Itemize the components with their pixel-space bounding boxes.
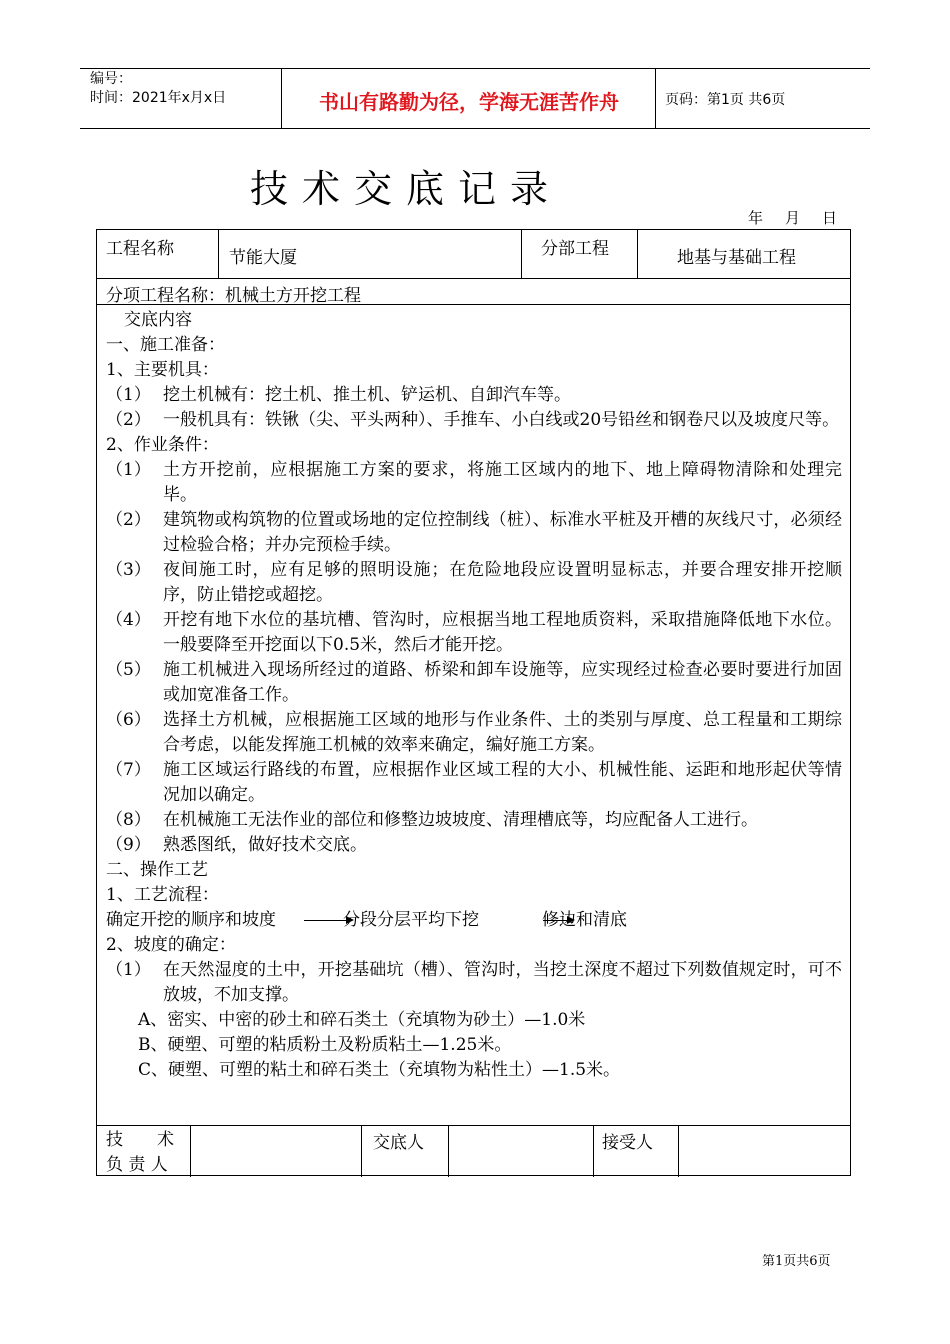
table-col-rule — [593, 1125, 594, 1177]
item-number: （1） — [106, 460, 151, 480]
list-item — [106, 508, 846, 558]
flow-step: 分段分层平均下挖 — [343, 910, 479, 930]
item-text: 在机械施工无法作业的部位和修整边坡坡度、清理槽底等，均应配备人工进行。 — [163, 810, 758, 830]
item-number: （8） — [106, 810, 151, 830]
item-number: （6） — [106, 710, 151, 730]
process-flow — [106, 908, 846, 933]
section-heading: 二、操作工艺 — [106, 860, 208, 880]
subsection-heading: 1、工艺流程： — [106, 885, 219, 905]
table-col-rule — [448, 1125, 449, 1177]
subitem-name: 分项工程名称：机械土方开挖工程 — [106, 286, 361, 306]
list-item — [106, 458, 846, 508]
header-page-number: 页码：第1页 共6页 — [665, 92, 786, 108]
date-year: 年 — [748, 209, 764, 227]
item-text: 挖土机械有：挖土机、推土机、铲运机、自卸汽车等。 — [163, 385, 571, 405]
table-rule — [97, 278, 850, 279]
tech-lead-label-line: 负 责 人 — [106, 1155, 168, 1175]
item-text: 土方开挖前，应根据施工方案的要求，将施工区域内的地下、地上障碍物清除和处理完毕。 — [163, 460, 842, 505]
subsection-heading: 1、主要机具： — [106, 360, 219, 380]
project-name-value: 节能大厦 — [229, 248, 297, 268]
disclosure-table — [96, 229, 851, 1176]
item-number: （1） — [106, 385, 151, 405]
tools-list — [106, 383, 846, 433]
item-number: （2） — [106, 410, 151, 430]
receiver-label: 接受人 — [602, 1133, 653, 1153]
handover-label: 交底人 — [373, 1133, 424, 1153]
item-number: （4） — [106, 610, 151, 630]
header-meta — [90, 70, 226, 108]
item-text: 施工区域运行路线的布置，应根据作业区域工程的大小、机械性能、运距和地形起伏等情况加以确定。 — [163, 760, 842, 805]
list-item — [106, 558, 846, 608]
slope-rule: A、密实、中密的砂土和碎石类土（充填物为砂土）—1.0米 — [138, 1010, 586, 1030]
slope-rule: C、硬塑、可塑的粘土和碎石类土（充填物为粘性土）—1.5米。 — [138, 1060, 621, 1080]
table-col-rule — [521, 230, 522, 278]
list-item — [106, 408, 846, 433]
list-item — [106, 808, 846, 833]
item-number: （9） — [106, 835, 151, 855]
header-top-rule — [80, 68, 870, 69]
list-item — [106, 758, 846, 808]
disclosure-content — [106, 308, 846, 1083]
item-text: 建筑物或构筑物的位置或场地的定位控制线（桩）、标准水平桩及开槽的灰线尺寸，必须经过检验合格；并办完预检手续。 — [163, 510, 842, 555]
flow-step: 确定开挖的顺序和坡度 — [106, 910, 276, 930]
subsection-heading: 2、坡度的确定： — [106, 935, 236, 955]
list-item — [106, 833, 846, 858]
list-item — [106, 608, 846, 658]
date-day: 日 — [822, 209, 838, 227]
item-text: 在天然湿度的土中，开挖基础坑（槽）、管沟时，当挖土深度不超过下列数值规定时，可不放坡，不加支撑。 — [163, 960, 842, 1005]
tech-lead-label — [106, 1128, 174, 1178]
table-rule — [97, 1125, 850, 1126]
tech-lead-label-line: 技 术 — [106, 1130, 174, 1150]
slope-rule: B、硬塑、可塑的粘质粉土及粉质粘土—1.25米。 — [138, 1035, 512, 1055]
subsection-heading: 2、作业条件： — [106, 435, 219, 455]
item-text: 一般机具有：铁锹（尖、平头两种）、手推车、小白线或20号铅丝和钢卷尺以及坡度尺等。 — [163, 410, 840, 430]
item-number: （2） — [106, 510, 151, 530]
document-title: 技术交底记录 — [250, 167, 563, 211]
section-heading: 一、施工准备： — [106, 335, 225, 355]
header-motto: 书山有路勤为径，学海无涯苦作舟 — [319, 90, 619, 114]
item-text: 熟悉图纸，做好技术交底。 — [163, 835, 367, 855]
content-heading: 交底内容 — [124, 310, 192, 330]
list-item — [106, 658, 846, 708]
doc-number-label: 编号： — [90, 71, 132, 87]
division-value: 地基与基础工程 — [677, 248, 796, 268]
doc-time-label: 时间：2021年x月x日 — [90, 90, 227, 106]
item-text: 夜间施工时，应有足够的照明设施；在危险地段应设置明显标志，并要合理安排开挖顺序，防止错挖或超挖。 — [163, 560, 842, 605]
table-col-rule — [678, 1125, 679, 1177]
page-footer: 第1页共6页 — [762, 1254, 831, 1269]
item-text: 选择土方机械，应根据施工区域的地形与作业条件、土的类别与厚度、总工程量和工期综合考虑，以能发挥施工机械的效率来确定，编好施工方案。 — [163, 710, 842, 755]
table-col-rule — [637, 230, 638, 278]
table-col-rule — [218, 230, 219, 278]
item-number: （7） — [106, 760, 151, 780]
conditions-list — [106, 458, 846, 858]
table-col-rule — [361, 1125, 362, 1177]
item-text: 开挖有地下水位的基坑槽、管沟时，应根据当地工程地质资料，采取措施降低地下水位。一般要降至开挖面以下0.5米，然后才能开挖。 — [163, 610, 842, 655]
date-month: 月 — [785, 209, 801, 227]
list-item — [106, 708, 846, 758]
flow-step: 修边和清底 — [542, 910, 627, 930]
project-name-label: 工程名称 — [106, 239, 174, 259]
item-number: （3） — [106, 560, 151, 580]
table-col-rule — [190, 1125, 191, 1177]
item-text: 施工机械进入现场所经过的道路、桥梁和卸车设施等，应实现经过检查必要时要进行加固或加宽准备工作。 — [163, 660, 842, 705]
item-number: （5） — [106, 660, 151, 680]
item-number: （1） — [106, 960, 151, 980]
list-item — [106, 958, 846, 1008]
header-bottom-rule — [80, 128, 870, 129]
date-line — [748, 207, 837, 228]
list-item — [106, 383, 846, 408]
division-label: 分部工程 — [541, 239, 609, 259]
